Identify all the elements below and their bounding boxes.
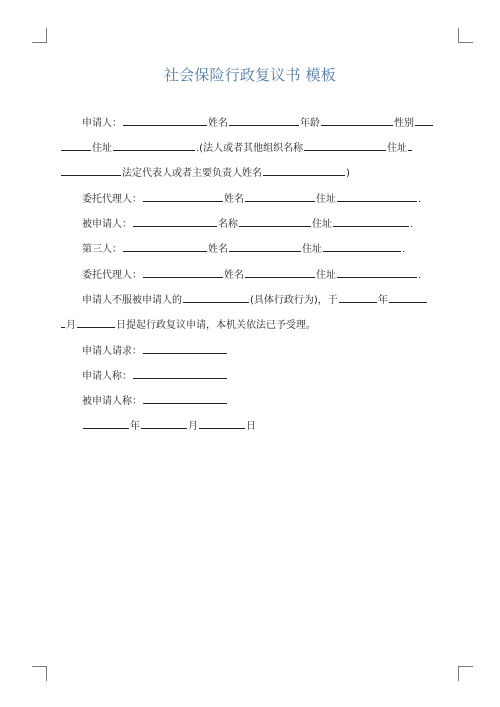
name-label: 姓名 [208,118,228,129]
respondent-line [0,215,500,232]
third-party-name-label: 姓名 [208,244,228,255]
respondent-claim-label: 被申请人称： [82,396,142,407]
applicant-request-line [0,342,500,359]
organization-blank [304,139,386,151]
gender-continuation-blank [61,139,91,151]
second-agent-name-blank [245,266,315,278]
signature-year-label: 年 [130,421,140,432]
third-party-address-blank [323,240,401,252]
age-label: 年龄 [300,118,320,129]
agent-period: . [418,194,422,205]
respondent-name-label: 名称 [218,219,238,230]
applicant-request-blank [143,342,227,354]
second-agent-line [0,266,500,283]
organization-address-continuation-blank [61,164,121,176]
age-blank [321,114,393,126]
dispute-prefix: 申请人不服被申请人的 [82,295,182,306]
applicant-claim-line [0,367,500,384]
month-start-blank [61,316,65,328]
agent-label: 委托代理人： [82,194,142,205]
agent-name-label: 姓名 [224,194,244,205]
administrative-action-blank [183,291,249,303]
document-title: 社会保险行政复议书 模板 [163,66,337,84]
applicant-claim-blank [133,367,227,379]
signature-day-blank [199,417,245,429]
signature-month-blank [141,417,187,429]
closing-parenthesis: ) [346,168,350,179]
applicant-blank [123,114,207,126]
month-label: 月 [66,320,76,331]
respondent-blank [133,215,217,227]
legal-representative-label: 法定代表人或者主要负责人姓名 [122,168,262,179]
crop-mark-bottom-left [32,666,47,681]
respondent-claim-line [0,392,500,409]
respondent-period: . [410,219,414,230]
organization-label: .(法人或者其他组织名称 [196,143,304,154]
second-agent-address-blank [337,266,417,278]
dispute-line [0,291,500,308]
second-agent-period: . [418,270,422,281]
second-agent-label: 委托代理人： [82,270,142,281]
address-line [0,139,500,156]
agent-name-blank [245,190,315,202]
second-agent-blank [143,266,223,278]
address-label: 住址 [92,143,112,154]
applicant-claim-label: 申请人称： [82,371,132,382]
signature-date-line [0,417,500,434]
agent-address-label: 住址 [316,194,336,205]
third-party-label: 第三人： [82,244,122,255]
agent-line [0,190,500,207]
crop-mark-top-right [458,28,473,43]
respondent-name-blank [239,215,311,227]
legal-representative-line [0,164,500,181]
name-blank [229,114,299,126]
applicant-request-label: 申请人请求： [82,346,142,357]
year-label: 年 [377,295,388,306]
signature-year-blank [83,417,129,429]
second-agent-name-label: 姓名 [224,270,244,281]
third-party-period: . [402,244,406,255]
organization-address-blank [408,139,412,151]
third-party-address-label: 住址 [302,244,322,255]
applicant-line [0,114,500,131]
third-party-blank [123,240,207,252]
third-party-line [0,240,500,257]
application-date-line [0,316,500,333]
year-blank [339,291,377,303]
second-agent-address-label: 住址 [316,270,336,281]
gender-blank [415,114,433,126]
respondent-label: 被申请人： [82,219,132,230]
third-party-name-blank [229,240,301,252]
signature-day-label: 日 [246,421,256,432]
organization-address-label: 住址 [387,143,408,154]
crop-mark-top-left [32,28,47,43]
application-acceptance-text: 日提起行政复议申请，本机关依法已予受理。 [116,320,316,331]
respondent-address-label: 住址 [312,219,332,230]
crop-mark-bottom-right [458,666,473,681]
day-blank [77,316,115,328]
gender-label: 性别 [394,118,414,129]
respondent-claim-blank [143,392,227,404]
signature-month-label: 月 [188,421,198,432]
legal-representative-blank [263,164,345,176]
specific-action-label: (具体行政行为)，于 [250,295,338,306]
respondent-address-blank [333,215,409,227]
address-blank [113,139,195,151]
applicant-label: 申请人： [82,118,122,129]
agent-address-blank [337,190,417,202]
agent-blank [143,190,223,202]
month-continuation-blank [389,291,427,303]
